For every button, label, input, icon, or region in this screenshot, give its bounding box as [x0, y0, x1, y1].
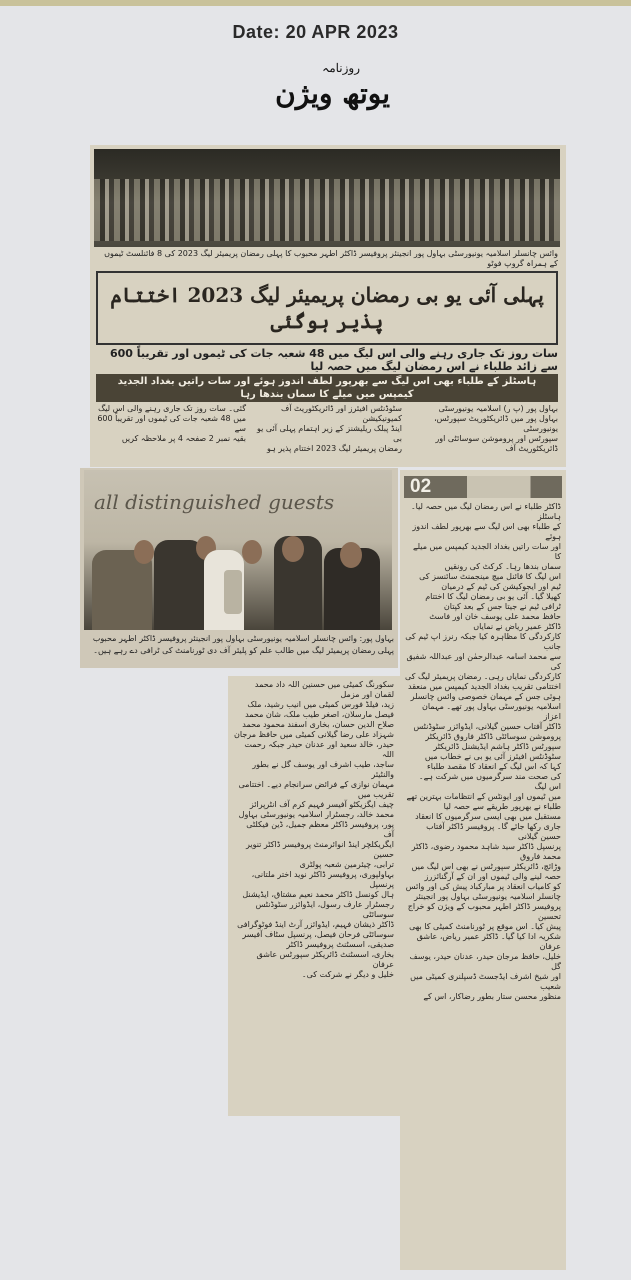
text-line: خلیل، حافظ مرجان حیدر، عدنان حیدر، یوسف گل — [409, 952, 561, 971]
text-line: بخاری، اسسٹنٹ ڈائریکٹر سپورٹس عاشق عرفان — [256, 950, 394, 969]
text-line: رمضان پریمیئر لیگ 2023 اختتام پذیر ہو — [266, 444, 402, 453]
photo-caption: بہاول پور: وائس چانسلر اسلامیہ یونیورسٹی بہاول پور انجینئر پروفیسر ڈاکٹر اطہر محبوب پہلی رمضان پریمیئر لیگ میں طالب علم کو پلیئر آف دی ٹورنامنٹ کی ٹرافی دے رہے ہیں۔ — [92, 634, 394, 655]
text-line: منظور محسن ستار بطور رضاکار، اس کے — [423, 992, 561, 1001]
text-line: ڈاکٹر عمیر ریاض نے نمایاں — [473, 622, 561, 631]
date-value: 20 APR 2023 — [285, 22, 399, 42]
trophy — [224, 570, 242, 614]
text-line: فیصل مارسلان، اصغر طیب ملک، شان محمد — [245, 710, 394, 719]
article-column-right — [405, 502, 561, 1002]
text-line: کو کامیاب انعقاد پر مبارکباد پیش کی اور وائس — [405, 882, 561, 891]
text-line: بہاول پور میں ڈائریکٹوریٹ سپورٹس، یونیورسٹی — [434, 414, 558, 433]
text-line: مستقبل میں بھی ایسی سرگرمیوں کا انعقاد — [415, 812, 561, 821]
trophy-photo — [84, 470, 392, 630]
text-line: رجسٹرار عارف رسول، ایڈوائزر سٹوڈنٹس سوسائٹی — [255, 900, 394, 919]
intro-column-middle — [252, 404, 402, 454]
text-line: اور شیخ اشرف ایڈجسٹ ڈسپلنری کمیٹی میں شعیب — [410, 972, 561, 991]
headline-box — [96, 271, 558, 345]
text-line: ڈاکٹر ذیشان فہیم، ایڈوائزر آرٹ اینڈ فوٹوگرافی — [237, 920, 394, 929]
text-line: ساجد، طیب اشرف اور یوسف گل نے بطور والنٹیئر — [252, 760, 394, 779]
text-line: میں ٹیموں اور ایونٹس کے انتظامات بہترین تھے — [406, 792, 561, 801]
text-line: محمد خالد، رجسٹرار اسلامیہ یونیورسٹی بہاول — [238, 810, 394, 819]
text-line: حافظ محمد علی یوسف خان اور فاسٹ — [429, 612, 561, 621]
person-head — [282, 536, 304, 562]
text-line: اس لیگ کا فائنل میچ مینجمنٹ سائنسز کی — [419, 572, 561, 581]
masthead-daily: روزنامہ — [322, 61, 360, 75]
text-line: ٹرافی ٹیم نے جیتا جس کے بعد کپتان — [443, 602, 561, 611]
text-line: بہاولپوری، پروفیسر ڈاکٹر نوید اختر ملتانی، پرنسپل — [251, 870, 394, 889]
text-line: سٹوڈنٹس افیئرز اور ڈائریکٹوریٹ آف کمیونیکیشن — [280, 404, 402, 423]
text-line: کی صحت مند سرگرمیوں میں شرکت ہے۔ اس لیگ — [418, 772, 561, 791]
text-line: شکریہ ادا کیا گیا۔ ڈاکٹر عمیر ریاض، عاشق عرفان — [416, 932, 561, 951]
background-strip — [0, 0, 631, 6]
clipping-top — [90, 145, 566, 467]
text-line: سکورنگ کمیٹی میں حسنین اللہ داد محمد لقمان اور مزمل — [254, 680, 394, 699]
text-line: اینڈ پبلک ریلیشنز کے زیر اہتمام پہلی آئی یو بی — [256, 424, 402, 443]
date-stamp — [0, 22, 631, 43]
text-line: صلاح الدین حسان، بخاری اسفند محمود محمد — [242, 720, 394, 729]
text-line: ترابی، چیئرمین شعبہ پولٹری — [299, 860, 394, 869]
text-line: شہزاد علی رضا گیلانی کمیٹی میں حافظ مرجان — [234, 730, 394, 739]
text-line: پیش کیا۔ اس موقع پر ٹورنامنٹ کمیٹی کا بھی — [409, 922, 561, 931]
text-line: پروموشن سوسائٹی ڈاکٹر فاروق ڈائریکٹر — [425, 732, 561, 741]
text-line: کے طلباء بھی اس لیگ سے بھرپور لطف اندوز ہوئے — [412, 522, 561, 541]
text-line: مہمان نوازی کے فرائض سرانجام دیے۔ اختتامی تقریب میں — [238, 780, 394, 799]
text-line: سے محمد اسامہ عبدالرحمٰن اور عبداللہ شفیق کی — [406, 652, 561, 671]
text-line: پرنسپل ڈاکٹر سید شاہد محمود رضوی، ڈاکٹر محمد فاروق — [411, 842, 561, 861]
text-line: ڈاکٹر آفتاب حسین گیلانی، ایڈوائزر سٹوڈنٹس — [413, 722, 561, 731]
text-line: سوسائٹی فرحان فیصل، پرنسپل سٹاف آفیسر — [242, 930, 394, 939]
text-line: گئی۔ سات روز تک جاری رہنے والی اس لیگ — [98, 404, 246, 413]
text-line: کارکردگی کا مظاہرہ کیا جبکہ رنرز اپ ٹیم کی جانب — [405, 632, 561, 651]
text-line: ہوئی جس کے مہمان خصوصی وائس چانسلر — [410, 692, 561, 701]
text-line: پروفیسر ڈاکٹر اطہر محبوب کے ویژن کو خراج تحسین — [407, 902, 561, 921]
text-line: سپورٹس ڈاکٹر ہاشم ایڈیشنل ڈائریکٹر — [433, 742, 561, 751]
text-line: حصہ لینے والی ٹیموں اور ان کے آرگنائزرز — [424, 872, 561, 881]
group-photo — [94, 149, 560, 247]
masthead-name: یوتھ ویژن — [275, 77, 390, 110]
clipping-photo — [80, 468, 398, 668]
text-line: وڑائچ، ڈائریکٹر سپورٹس نے بھی اس لیگ میں — [411, 862, 561, 871]
text-line: صدیقی، اسسٹنٹ پروفیسر ڈاکٹر — [286, 940, 394, 949]
subheadline: سات روز تک جاری رہنے والی اس لیگ میں 48 شعبہ جات کی ٹیموں اور تقریباً 600 سے زائد طلباء نے اس رمضان لیگ میں حصہ لیا — [109, 347, 558, 373]
photo-caption: وائس چانسلر اسلامیہ یونیورسٹی بہاول پور انجینئر پروفیسر ڈاکٹر اطہر محبوب کا پہلی رمضان پریمیئر لیگ 2023 کی 8 فائنلسٹ ٹیموں کے ہمراہ گروپ فوٹو — [104, 249, 558, 268]
text-line: اور سات راتیں بغداد الجدید کیمپس میں میلے کا — [412, 542, 561, 561]
clipping-left-column — [228, 676, 400, 1116]
text-line: خلیل و دیگر نے شرکت کی۔ — [301, 970, 394, 979]
intro-column-right — [408, 404, 558, 454]
text-line: طلباء نے بھرپور طریقے سے حصہ لیا — [443, 802, 561, 811]
text-line: حیدر، خالد سعید اور عدنان حیدر جبکہ رحمت اللہ — [244, 740, 394, 759]
intro-column-left — [96, 404, 246, 444]
headline: پہلی آئی یو بی رمضان پریمیئر لیگ 2023 اختتام پذیر ہوگئی — [110, 283, 544, 333]
text-line: کارکردگی نمایاں رہی۔ رمضان پریمیئر لیگ کی — [405, 672, 561, 681]
date-label: Date: — [232, 22, 281, 42]
person-head — [340, 542, 362, 568]
text-line: چانسلر اسلامیہ یونیورسٹی بہاول پور انجینئر — [414, 892, 561, 901]
text-line: سماں بندھا رہا۔ کرکٹ کی رونقیں — [444, 562, 561, 571]
text-line: ڈاکٹر طلباء نے اس رمضان لیگ میں حصہ لیا۔ ہاسٹلز — [410, 502, 561, 521]
text-line: چیف ایگزیکٹو آفیسر فہیم کرم آف انٹرپرائز — [249, 800, 394, 809]
text-line: ٹیم اور ایجوکیشن کی ٹیم کے درمیان — [441, 582, 561, 591]
text-line: سپورٹس اور پروموشن سوسائٹی اور ڈائریکٹوریٹ آف — [435, 434, 558, 453]
text-line: کھیلا گیا۔ آئی یو بی رمضان لیگ کا اختتام — [425, 592, 561, 601]
article-column-left — [234, 680, 394, 980]
person-head — [242, 540, 262, 564]
subheadline-banner: ہاسٹلز کے طلباء بھی اس لیگ سے بھرپور لطف اندوز ہوئے اور سات راتیں بغداد الجدید کیمپس میں میلے کا سماں بندھا رہا — [96, 374, 558, 402]
continuation-page-number: 02 — [410, 476, 432, 497]
text-line: اختتامی تقریب بغداد الجدید کیمپس میں منعقد — [408, 682, 561, 691]
continuation-badge — [404, 476, 562, 498]
text-line: سٹوڈنٹس افیئرز آئی یو بی نے خطاب میں — [424, 752, 561, 761]
photo-handwriting: all distinguished guests — [94, 490, 335, 514]
text-line: جاری رکھا جائے گا۔ پروفیسر ڈاکٹر آفتاب حسین گیلانی — [426, 822, 561, 841]
text-line: ہال کونسل ڈاکٹر محمد نعیم مشتاق، ایڈیشنل — [242, 890, 394, 899]
newspaper-masthead — [250, 55, 400, 130]
person-head — [134, 540, 154, 564]
text-line: میں 48 شعبہ جات کی ٹیموں اور تقریباً 600 سے — [97, 414, 246, 433]
text-line: ایگریکلچر اینڈ انوائرمنٹ پروفیسر ڈاکٹر تنویر حسین — [245, 840, 394, 859]
text-line: زید، فیلڈ فورس کمیٹی میں انیب رشید، ملک — [247, 700, 394, 709]
text-line: بقیہ نمبر 2 صفحہ 4 پر ملاحظہ کریں — [121, 434, 246, 443]
text-line: بہاول پور (پ ر) اسلامیہ یونیورسٹی — [438, 404, 558, 413]
clipping-right-column — [400, 470, 566, 1270]
text-line: اسلامیہ یونیورسٹی بہاول پور تھے۔ مہمان اعزاز — [421, 702, 561, 721]
text-line: کہا کہ اس لیگ کے انعقاد کا مقصد طلباء — [427, 762, 561, 771]
crowd-figures — [94, 179, 560, 241]
text-line: پور، پروفیسر ڈاکٹر معظم جمیل، ڈین فیکلٹی آف — [246, 820, 394, 839]
